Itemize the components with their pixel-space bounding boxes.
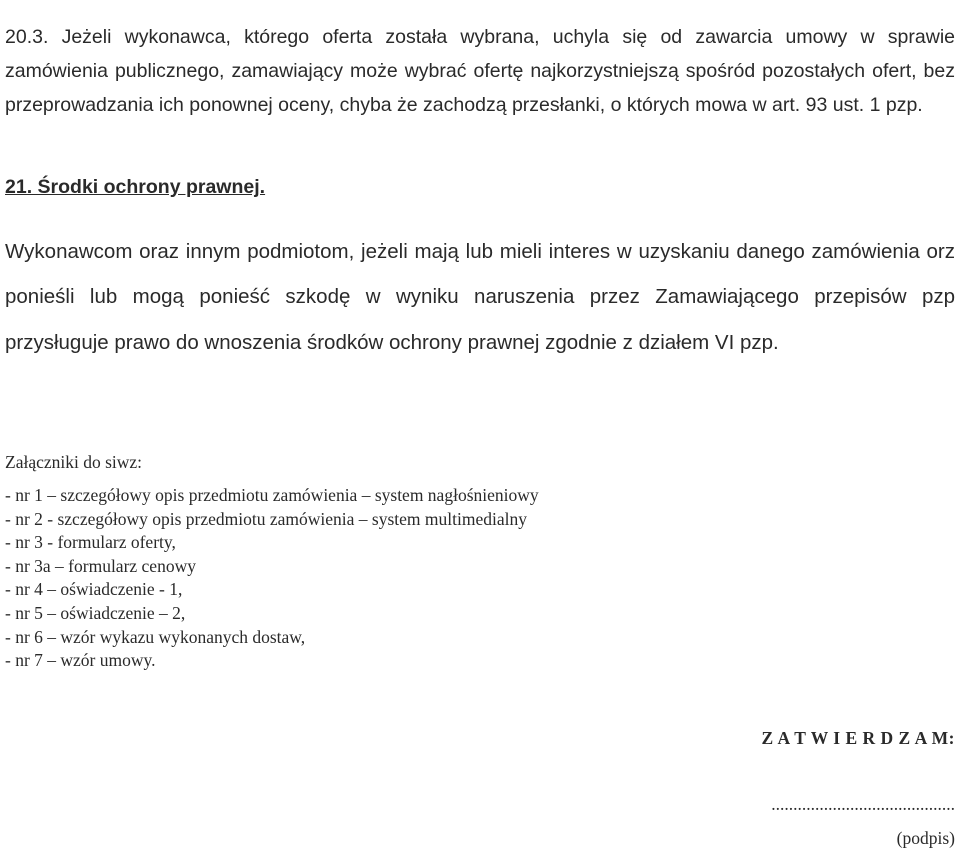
attachment-item: - nr 3 - formularz oferty, — [5, 532, 176, 553]
section-20-3-paragraph: 20.3. Jeżeli wykonawca, którego oferta została wybrana, uchyla się od zawarcia umowy w sprawie zamówienia publicznego, zamawiający może wybrać ofertę najkorzystniejszą spośród pozostałych ofert, bez przeprowadzania ich ponownej oceny, chyba że zachodzą przesłanki, o których mowa w art. 93 ust. 1 pzp. — [5, 25, 955, 116]
attachments-title: Załączniki do siwz: — [5, 452, 143, 472]
attachment-item: - nr 5 – oświadczenie – 2, — [5, 602, 186, 623]
approval-label: Z A T W I E R D Z A M: — [761, 728, 955, 748]
section-21-heading: 21. Środki ochrony prawnej. — [5, 176, 266, 198]
attachment-item: - nr 6 – wzór wykazu wykonanych dostaw, — [5, 626, 306, 647]
attachment-item: - nr 3a – formularz cenowy — [5, 555, 196, 576]
signature-line: .......................................... — [771, 794, 955, 814]
attachment-item: - nr 7 – wzór umowy. — [5, 650, 156, 671]
signature-caption: (podpis) — [896, 828, 955, 848]
attachment-item: - nr 4 – oświadczenie - 1, — [5, 579, 183, 600]
section-21-paragraph: Wykonawcom oraz innym podmiotom, jeżeli mają lub mieli interes w uzyskaniu danego zamówienia orz ponieśli lub mogą ponieść szkodę w wyniku naruszenia przez Zamawiającego przepisów pzp przysługuje prawo do wnoszenia środków ochrony prawnej zgodnie z działem VI pzp. — [5, 239, 955, 354]
attachments-list — [5, 484, 955, 673]
attachment-item: - nr 1 – szczegółowy opis przedmiotu zamówienia – system nagłośnieniowy — [5, 485, 539, 505]
attachment-item: - nr 2 - szczegółowy opis przedmiotu zamówienia – system multimedialny — [5, 508, 527, 529]
